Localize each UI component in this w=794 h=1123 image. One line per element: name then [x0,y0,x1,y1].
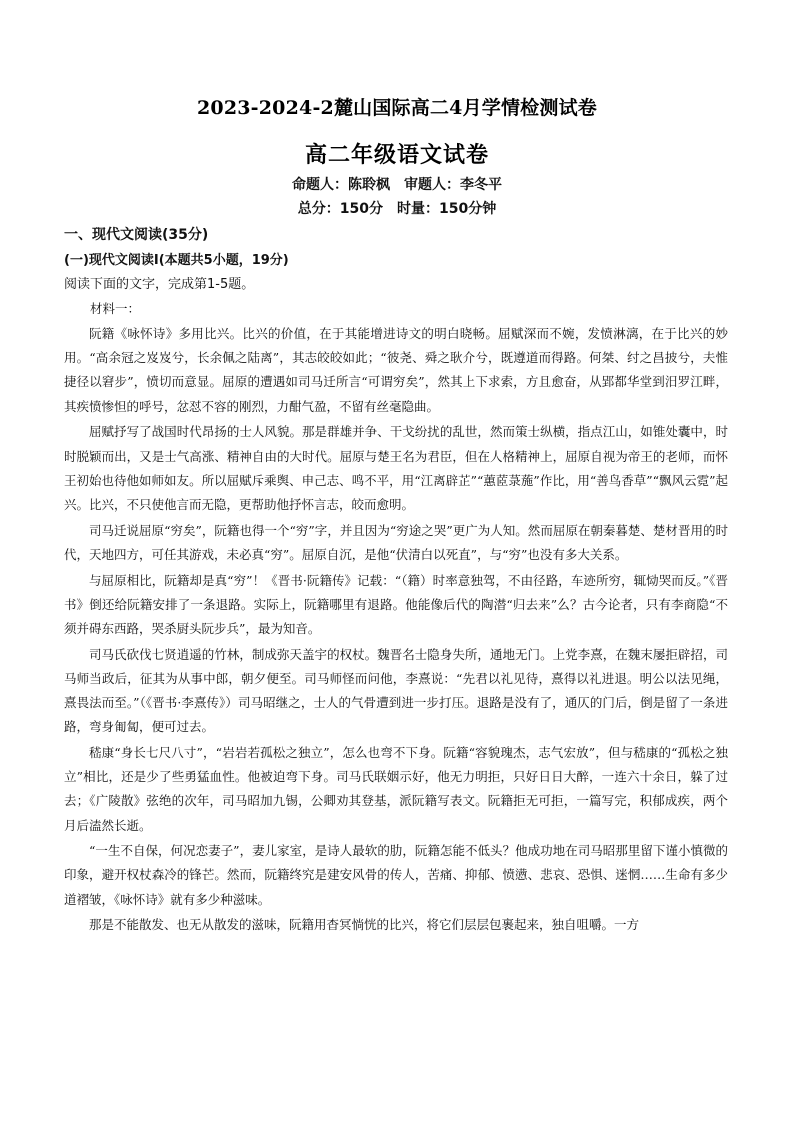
passage-body [64,322,728,939]
exam-subtitle: 高二年级语文试卷 [304,142,489,168]
score-time-line: 总分：150分 时量：150分钟 [297,201,497,217]
passage-paragraph: 嵇康“身长七尺八寸”，“岩岩若孤松之独立”，怎么也弯不下身。阮籍“容貌瑰杰，志气宏放”，但与嵇康的“孤松之独立”相比，还是少了些勇猛血性。他被迫弯下身。司马氏联姻示好，他无力明拒，只好日日大醉，一连六十余日，躲了过去；《广陵散》弦绝的次年，司马昭加九锡，公卿劝其登基，派阮籍写表文。阮籍拒无可拒，一篇写完，积郁成疾，两个月后溘然长逝。 [64,744,728,833]
passage-paragraph: 与屈原相比，阮籍却是真“穷”！《晋书·阮籍传》记载：“（籍）时率意独驾，不由径路，车迹所穷，辄恸哭而反。”《晋书》倒还给阮籍安排了一条退路。实际上，阮籍哪里有退路。他能像后代的陶潜“归去来”么？古今论者，只有李商隐“不须并碍东西路，哭杀厨头阮步兵”，最为知音。 [64,572,728,636]
passage-paragraph: 屈赋抒写了战国时代昂扬的士人风貌。那是群雄并争、干戈纷扰的乱世，然而策士纵横，指点江山，如锥处囊中，时时脱颖而出，又是士气高涨、精神自由的大时代。屈原与楚王名为君臣，但在人格精神上，屈原自视为帝王的老师，而怀王初始也待他如师如友。所以屈赋斥乘舆、申己志、鸣不平，用“江离辟芷”“蕙茝菉葹”作比，用“善鸟香草”“飘风云霓”起兴。比兴，不只使他言而无隐，更帮助他抒怀言志，皎而愈明。 [64,424,728,512]
passage-paragraph: 阮籍《咏怀诗》多用比兴。比兴的价值，在于其能增进诗文的明白晓畅。屈赋深而不婉，发愤淋漓，在于比兴的妙用。“高余冠之岌岌兮，长余佩之陆离”，其志皎皎如此；“彼尧、舜之耿介兮，既遵道而得路。何桀、纣之昌披兮，夫惟捷径以窘步”，愤切而意显。屈原的遭遇如司马迁所言“可谓穷矣”，然其上下求索，方且愈奋，从郢都华堂到汨罗江畔，其疾愤惨怛的呼号，忿怼不容的刚烈，力酣气盈，不留有丝毫隐曲。 [64,326,728,414]
material-label: 材料一： [90,301,141,316]
authors-line: 命题人：陈聆枫 审题人：李冬平 [292,177,502,193]
passage-paragraph: “一生不自保，何况恋妻子”，妻儿家室，是诗人最软的肋，阮籍怎能不低头？他成功地在司马昭那里留下谨小慎微的印象，避开权杖森冷的锋芒。然而，阮籍终究是建安风骨的传人，苦痛、抑郁、愤懑、悲哀、恐惧、迷惘……生命有多少道褶皱，《咏怀诗》就有多少种滋味。 [64,843,728,907]
passage-paragraph: 司马氏砍伐七贤逍遥的竹林，制成弥天盖宇的权杖。魏晋名士隐身失所，通地无门。上党李熹，在魏末屡拒辟招，司马师当政后，征其为从事中郎，朝夕便至。司马师怪而问他，李熹说：“先君以礼见待，熹得以礼进退。明公以法见绳，熹畏法而至。”（《晋书·李熹传》）司马昭继之，士人的气骨遭到进一步打压。退路是没有了，通仄的门后，倒是留了一条进路，弯身匍匐，便可过去。 [64,646,728,735]
passage-paragraph: 司马迁说屈原“穷矣”，阮籍也得一个“穷”字，并且因为“穷途之哭”更广为人知。然而屈原在朝秦暮楚、楚材晋用的时代，天地四方，可任其游戏，未必真“穷”。屈原自沉，是他“伏清白以死直”，与“穷”也没有多大关系。 [64,522,728,562]
reading-instruction: 阅读下面的文字，完成第1-5题。 [64,277,255,292]
passage-paragraph: 那是不能散发、也无从散发的滋味，阮籍用杳冥惝恍的比兴，将它们层层包裹起来，独自咀嚼。一方 [89,917,640,933]
section-heading: 一、现代文阅读(35分) [64,227,209,243]
exam-title: 2023-2024-2麓山国际高二4月学情检测试卷 [197,97,597,119]
section-subheading: (一)现代文阅读Ⅰ(本题共5小题，19分) [64,253,289,268]
